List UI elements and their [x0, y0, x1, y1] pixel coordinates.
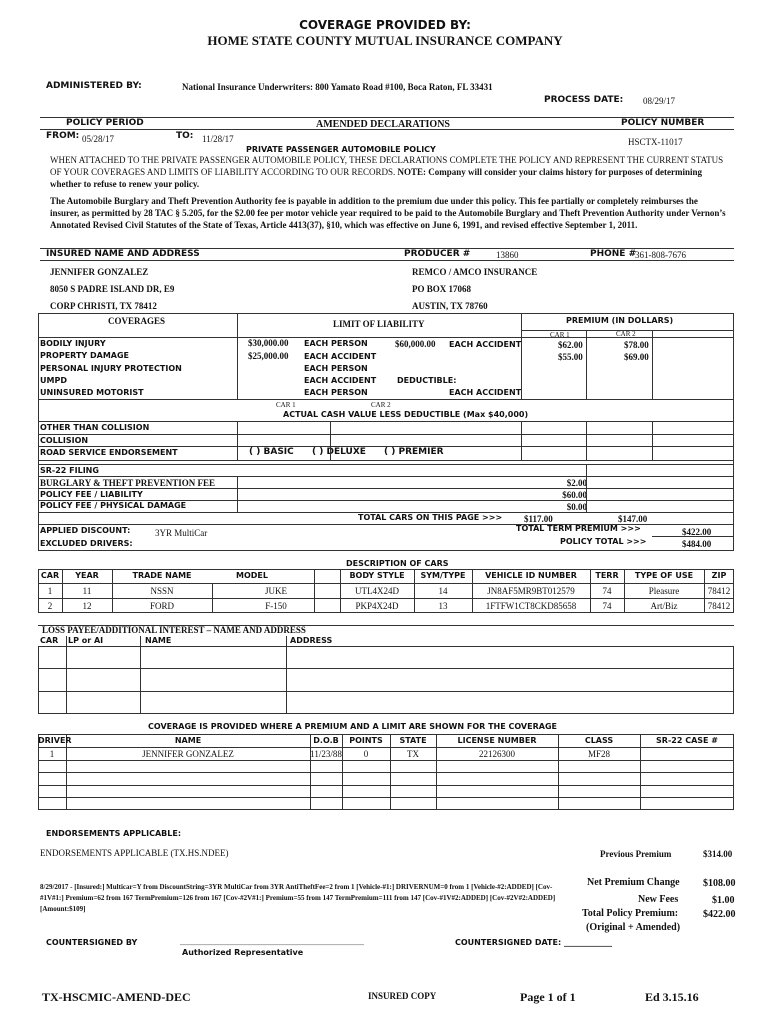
new-fees: $1.00	[712, 895, 735, 906]
cars-header-year: YEAR	[75, 571, 99, 580]
insured-name: JENNIFER GONZALEZ	[50, 267, 149, 277]
cars-cell: 11	[82, 586, 92, 596]
loss-lp: LP or AI	[68, 636, 104, 645]
header-line1: COVERAGE PROVIDED BY:	[299, 18, 471, 32]
bi-limit: $30,000.00	[248, 338, 289, 348]
col-coverages: COVERAGES	[108, 316, 166, 326]
endorse-history: 8/29/2017 - [Insured:] Multicar=Y from DiscountString=3YR MultiCar from 3YR AntiTheftFee=2 from 1 [Vehicle-#1:] DRIVERNUM=0 from 1 [Vehicle-#2:ADDED] [Cov-#1V#1:] Premium=62 from 167 TermPremium=126 from 167 [Cov-#2V#1:] Premium=55 from 147 TermPremium=111 from 147 [Cov-#1V#2:ADDED] [Cov-#2V#2:ADDED] [Amount:$109]	[40, 883, 556, 913]
car1-label: CAR 1	[550, 331, 570, 339]
cars-cell: 78412	[707, 586, 731, 596]
cars-cell: 74	[602, 586, 612, 596]
acv-car2: CAR 2	[371, 401, 391, 409]
cars-cell: 13	[438, 601, 448, 611]
driver-cell: 11/23/88	[310, 749, 342, 759]
insured-label: INSURED NAME AND ADDRESS	[46, 249, 200, 259]
cov-fee-liab: POLICY FEE / LIABILITY	[40, 490, 143, 499]
driver-header-sr-22-case-: SR-22 CASE #	[656, 736, 718, 745]
fee-liab-amt: $60.00	[562, 490, 587, 500]
producer-phone: 361-808-7676	[635, 250, 686, 260]
producer-label: PRODUCER #	[404, 249, 471, 259]
form-id: TX-HSCMIC-AMEND-DEC	[42, 990, 191, 1004]
driver-cell: 1	[49, 749, 55, 759]
applied-discount-label: APPLIED DISCOUNT:	[40, 526, 131, 535]
loss-car: CAR	[40, 636, 59, 645]
loss-table	[38, 646, 734, 714]
net-change: $108.00	[703, 878, 736, 889]
signature-line[interactable]: ______________________________________________	[180, 936, 364, 945]
bi-acc-limit: $60,000.00	[395, 339, 436, 349]
driver-cell: TX	[407, 749, 419, 759]
authorized-rep: Authorized Representative	[182, 948, 304, 957]
cars-cell: NSSN	[150, 586, 174, 596]
driver-cell: MF28	[587, 749, 610, 759]
total-premium: $422.00	[703, 909, 736, 920]
loss-title: LOSS PAYEE/ADDITIONAL INTEREST – NAME AND ADDRESS	[42, 625, 306, 635]
company-name: HOME STATE COUNTY MUTUAL INSURANCE COMPANY	[207, 33, 563, 48]
cov-property: PROPERTY DAMAGE	[40, 351, 130, 360]
road-deluxe[interactable]: ( ) DELUXE	[312, 447, 366, 457]
cars-header-body-style: BODY STYLE	[349, 571, 405, 580]
policy-type: PRIVATE PASSENGER AUTOMOBILE POLICY	[246, 145, 436, 154]
policy-total: $484.00	[682, 539, 712, 549]
cars-cell: F-150	[265, 601, 287, 611]
acv-label: ACTUAL CASH VALUE LESS DEDUCTIBLE (Max $40,000)	[283, 410, 529, 419]
producer-name: REMCO / AMCO INSURANCE	[412, 267, 538, 277]
cov-fee-phys: POLICY FEE / PHYSICAL DAMAGE	[40, 501, 187, 510]
cars-cell: 1FTFW1CT8CKD85658	[485, 601, 577, 611]
to-date: 11/28/17	[202, 134, 234, 144]
pd-car1: $55.00	[558, 352, 583, 362]
pd-car2: $69.00	[624, 352, 649, 362]
cars-header-trade-name: TRADE NAME	[132, 571, 192, 580]
um-each-person: EACH PERSON	[304, 388, 368, 397]
producer-number: 13860	[496, 250, 519, 260]
pip-each-person: EACH PERSON	[304, 364, 368, 373]
col-premium: PREMIUM (IN DOLLARS)	[566, 316, 674, 325]
cars-cell: Art/Biz	[650, 601, 678, 611]
driver-header-name: NAME	[174, 736, 202, 745]
driver-header-driver: DRIVER	[38, 736, 72, 745]
administered-label: ADMINISTERED BY:	[46, 81, 142, 91]
cars-cell: 1	[47, 586, 53, 596]
process-date-label: PROCESS DATE:	[544, 95, 624, 105]
cars-header-sym-type: SYM/TYPE	[420, 571, 466, 580]
insured-address2: CORP CHRISTI, TX 78412	[50, 301, 157, 311]
cars-cell: PKP4X24D	[355, 601, 399, 611]
countersigned-date[interactable]: COUNTERSIGNED DATE: ____________	[455, 938, 612, 947]
term-premium-label: TOTAL TERM PREMIUM >>>	[516, 524, 641, 533]
driver-cell: 0	[363, 749, 369, 759]
cars-header-zip: ZIP	[711, 571, 727, 580]
driver-cell: JENNIFER GONZALEZ	[142, 749, 234, 759]
total-premium-label: Total Policy Premium:	[582, 908, 679, 919]
driver-header-d-o-b: D.O.B	[313, 736, 339, 745]
cars-cell: FORD	[149, 601, 174, 611]
um-each-accident: EACH ACCIDENT	[449, 388, 522, 397]
edition: Ed 3.15.16	[645, 990, 699, 1004]
cars-header-model: MODEL	[236, 571, 268, 580]
total-premium-sub: (Original + Amended)	[586, 922, 681, 933]
cov-road: ROAD SERVICE ENDORSEMENT	[40, 448, 178, 457]
cars-cell: 2	[47, 601, 53, 611]
notice-text: WHEN ATTACHED TO THE PRIVATE PASSENGER AUTOMOBILE POLICY, THESE DECLARATIONS COMPLETE THE POLICY AND REPRESENT THE CURRENT STATUS OF YOUR COVERAGES AND LIMITS OF LIABILITY ACCORDING TO OUR RECORDS. NOTE: Company will consider your claims history for purposes of determining whether to refuse to renew your policy.	[50, 155, 724, 189]
bi-car2: $78.00	[624, 340, 649, 350]
cov-collision: COLLISION	[40, 436, 89, 445]
process-date: 08/29/17	[643, 96, 676, 106]
col-limit: LIMIT OF LIABILITY	[333, 319, 425, 329]
from-date: 05/28/17	[82, 134, 115, 144]
acv-car1: CAR 1	[276, 401, 296, 409]
policy-number-label: POLICY NUMBER	[621, 118, 705, 128]
fee-phys-amt: $0.00	[566, 502, 587, 512]
amended-declarations: AMENDED DECLARATIONS	[316, 119, 450, 130]
cov-burglary-fee: BURGLARY & THEFT PREVENTION FEE	[40, 478, 216, 488]
cars-header-car: CAR	[40, 571, 60, 580]
cars-title: DESCRIPTION OF CARS	[346, 559, 449, 568]
producer-address1: PO BOX 17068	[412, 284, 472, 294]
cov-um: UNINSURED MOTORIST	[40, 388, 144, 397]
cov-bodily: BODILY INJURY	[40, 339, 106, 348]
loss-address: ADDRESS	[290, 636, 333, 645]
loss-name: NAME	[145, 636, 172, 645]
cars-cell: 78412	[707, 601, 731, 611]
cars-cell: 74	[602, 601, 612, 611]
burglary-notice: The Automobile Burglary and Theft Prevention Authority fee is payable in addition to the premium due under this policy. This fee partially or completely reimburses the insurer, as permitted by 28 TAC § 5.205, for the $2.00 fee per motor vehicle year required to be paid to the Automobile Burglary and Theft Prevention Authority under Vernon’s Annotated Revised Civil Statutes of the State of Texas, Article 4413(37), §10, which was effective on June 6, 1991, and revised effective September 1, 2011.	[50, 196, 726, 230]
total-car1: $117.00	[524, 514, 553, 524]
applied-discount: 3YR MultiCar	[155, 528, 208, 538]
cars-cell: JN8AF5MR9BT012579	[487, 586, 575, 596]
umpd-each-accident: EACH ACCIDENT	[304, 376, 377, 385]
bi-each-person: EACH PERSON	[304, 339, 368, 348]
cars-header-vehicle-id-number: VEHICLE ID NUMBER	[485, 571, 577, 580]
cov-sr22: SR-22 FILING	[40, 466, 99, 475]
cars-cell: Pleasure	[648, 586, 680, 596]
driver-header-class: CLASS	[584, 736, 614, 745]
driver-header-state: STATE	[399, 736, 427, 745]
prev-premium-label: Previous Premium	[600, 849, 672, 859]
phone-label: PHONE #	[590, 249, 637, 259]
cars-cell: UTL4X24D	[355, 586, 399, 596]
net-change-label: Net Premium Change	[587, 877, 680, 888]
policy-number: HSCTX-11017	[628, 137, 683, 147]
cov-otc: OTHER THAN COLLISION	[40, 423, 150, 432]
total-cars-label: TOTAL CARS ON THIS PAGE >>>	[358, 513, 503, 522]
page-number: Page 1 of 1	[520, 990, 576, 1004]
car2-label: CAR 2	[616, 330, 636, 338]
countersigned-by-label: COUNTERSIGNED BY	[46, 938, 138, 947]
cars-cell: 12	[82, 601, 92, 611]
cars-header-type-of-use: TYPE OF USE	[634, 571, 694, 580]
pd-each-accident: EACH ACCIDENT	[304, 352, 377, 361]
driver-header-points: POINTS	[349, 736, 383, 745]
administered-value: National Insurance Underwriters: 800 Yamato Road #100, Boca Raton, FL 33431	[182, 82, 493, 92]
endorse-value: ENDORSEMENTS APPLICABLE (TX.HS.NDEE)	[40, 848, 229, 858]
prev-premium: $314.00	[703, 849, 733, 859]
bi-car1: $62.00	[558, 340, 583, 350]
cov-pip: PERSONAL INJURY PROTECTION	[40, 364, 182, 373]
bi-each-accident: EACH ACCIDENT	[449, 340, 522, 349]
driver-cell: 22126300	[479, 749, 515, 759]
pd-limit: $25,000.00	[248, 351, 289, 361]
new-fees-label: New Fees	[638, 894, 679, 905]
insured-address1: 8050 S PADRE ISLAND DR, E9	[50, 284, 175, 294]
policy-period-label: POLICY PERIOD	[66, 118, 144, 128]
burglary-amt: $2.00	[566, 478, 587, 488]
excluded-drivers-label: EXCLUDED DRIVERS:	[40, 539, 133, 548]
road-basic[interactable]: ( ) BASIC	[249, 447, 294, 457]
road-premier[interactable]: ( ) PREMIER	[384, 447, 444, 457]
total-car2: $147.00	[618, 514, 648, 524]
from-label: FROM:	[46, 131, 80, 141]
term-premium: $422.00	[682, 527, 712, 537]
umpd-deductible: DEDUCTIBLE:	[397, 376, 457, 385]
policy-total-label: POLICY TOTAL >>>	[560, 537, 647, 546]
cov-umpd: UMPD	[40, 376, 67, 385]
cars-header-terr: TERR	[595, 571, 619, 580]
driver-header-license-number: LICENSE NUMBER	[457, 736, 537, 745]
drivers-title: COVERAGE IS PROVIDED WHERE A PREMIUM AND A LIMIT ARE SHOWN FOR THE COVERAGE	[148, 722, 557, 731]
endorse-label: ENDORSEMENTS APPLICABLE:	[46, 829, 182, 838]
to-label: TO:	[176, 131, 194, 141]
cars-cell: JUKE	[265, 586, 287, 596]
insured-copy: INSURED COPY	[368, 991, 437, 1001]
cars-cell: 14	[438, 586, 448, 596]
producer-address2: AUSTIN, TX 78760	[412, 301, 488, 311]
